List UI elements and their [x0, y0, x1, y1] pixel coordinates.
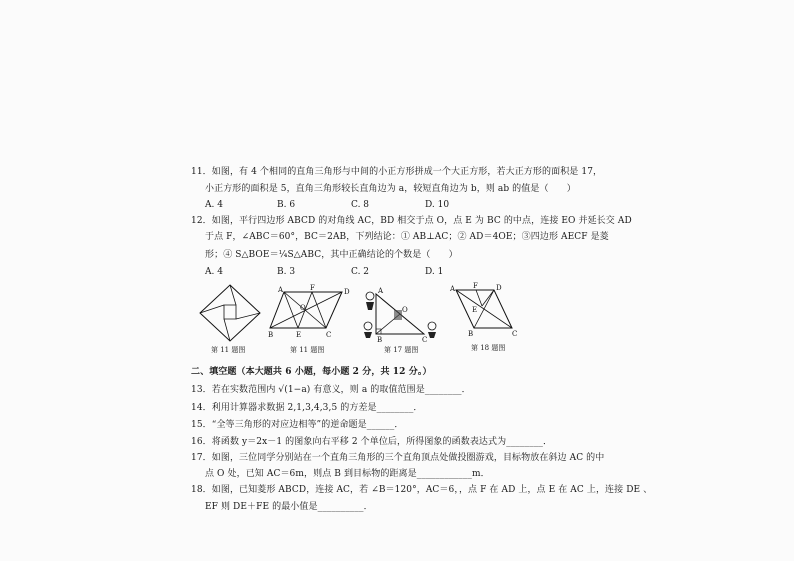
- q16-text: 16．将函数 y＝2x－1 的图象向右平移 2 个单位后，所得图象的函数表达式为________．: [191, 437, 553, 447]
- q13-text: 13．若在实数范围内 √(1−a) 有意义，则 a 的取值范围是________．: [191, 385, 471, 395]
- fig2-label-f: F: [310, 284, 315, 292]
- q11-option-b: B. 6: [277, 200, 296, 210]
- fig3-label-b: B: [377, 336, 383, 342]
- q17-line1: 17．如图，三位同学分别站在一个直角三角形的三个直角顶点处做投圈游戏，目标物放在斜边 AC 的中: [191, 453, 605, 463]
- q11-line1: 11．如图，有 4 个相同的直角三角形与中间的小正方形拼成一个大正方形，若大正方形的面积是 17，: [191, 167, 603, 177]
- outer-square: [200, 285, 260, 341]
- fig3-label-a: A: [378, 287, 384, 295]
- q12-option-b: B. 3: [277, 267, 296, 277]
- figure-pinwheel-square: [198, 283, 262, 343]
- target-object: [394, 310, 402, 320]
- q11-option-c: C. 8: [351, 200, 370, 210]
- fig2-label-b: B: [268, 331, 274, 339]
- q15-text: 15．“全等三角形的对应边相等”的逆命题是______．: [191, 420, 404, 430]
- q14-text: 14．利用计算器求数据 2,1,3,4,3,5 的方差是________．: [191, 403, 423, 413]
- caption-figure-4: 第 18 题图: [471, 344, 506, 352]
- fig4-label-a: A: [450, 285, 456, 293]
- q12-option-a: A. 4: [205, 267, 223, 277]
- fig2-label-a: A: [278, 286, 284, 294]
- caption-figure-3: 第 17 题图: [384, 346, 419, 354]
- q11-line2: 小正方形的面积是 5，直角三角形较长直角边为 a，较短直角边为 b，则 ab 的值是（ ）: [205, 184, 576, 194]
- q12-line3: 形；④ S△BOE＝¼S△ABC，其中正确结论的个数是（ ）: [205, 250, 458, 260]
- fig2-label-e: E: [296, 331, 302, 339]
- inner-square: [224, 305, 236, 319]
- q11-option-a: A. 4: [205, 200, 223, 210]
- fig2-label-o: O: [300, 304, 306, 312]
- q11-option-d: D. 10: [425, 200, 450, 210]
- fig3-label-c: C: [422, 336, 428, 342]
- caption-figure-1: 第 11 题图: [211, 346, 246, 354]
- q12-option-c: C. 2: [351, 267, 370, 277]
- student-b-icon: [364, 322, 372, 330]
- student-a-body: [366, 302, 374, 310]
- student-b-body: [364, 332, 372, 338]
- q12-line1: 12．如图，平行四边形 ABCD 的对角线 AC，BD 相交于点 O，点 E 为 BC 的中点，连接 EO 并延长交 AD: [191, 216, 632, 226]
- figure-rhombus: [446, 282, 522, 342]
- student-a-icon: [366, 292, 374, 300]
- fig2-label-c: C: [326, 331, 332, 339]
- fig4-label-d: D: [496, 284, 502, 292]
- q18-line2: EF 则 DE＋FE 的最小值是__________．: [205, 502, 373, 512]
- fig4-label-f: F: [473, 282, 478, 290]
- fig3-label-o: O: [402, 306, 408, 314]
- fig4-label-e: E: [472, 306, 478, 314]
- q12-option-d: D. 1: [425, 267, 444, 277]
- fig2-label-d: D: [344, 288, 350, 296]
- q12-line2: 于点 F，∠ABC＝60°，BC＝2AB，下列结论：① AB⊥AC；② AD＝4OE；③四边形 AECF 是菱: [205, 232, 609, 242]
- figure-parallelogram: [264, 284, 354, 340]
- fig4-label-b: B: [468, 330, 474, 338]
- caption-figure-2: 第 11 题图: [290, 346, 325, 354]
- student-c-icon: [428, 322, 436, 330]
- student-c-body: [428, 332, 436, 338]
- fig4-label-c: C: [512, 330, 518, 338]
- q17-line2: 点 O 处，已知 AC＝6m，则点 B 到目标物的距离是____________m．: [205, 469, 490, 479]
- q18-line1: 18．如图，已知菱形 ABCD，连接 AC，若 ∠B＝120°，AC＝6，，点 F 在 AD 上，点 E 在 AC 上，连接 DE 、: [191, 485, 653, 495]
- section2-title: 二、填空题（本大题共 6 小题，每小题 2 分，共 12 分。）: [191, 367, 432, 377]
- figure-right-triangle-students: [360, 286, 440, 342]
